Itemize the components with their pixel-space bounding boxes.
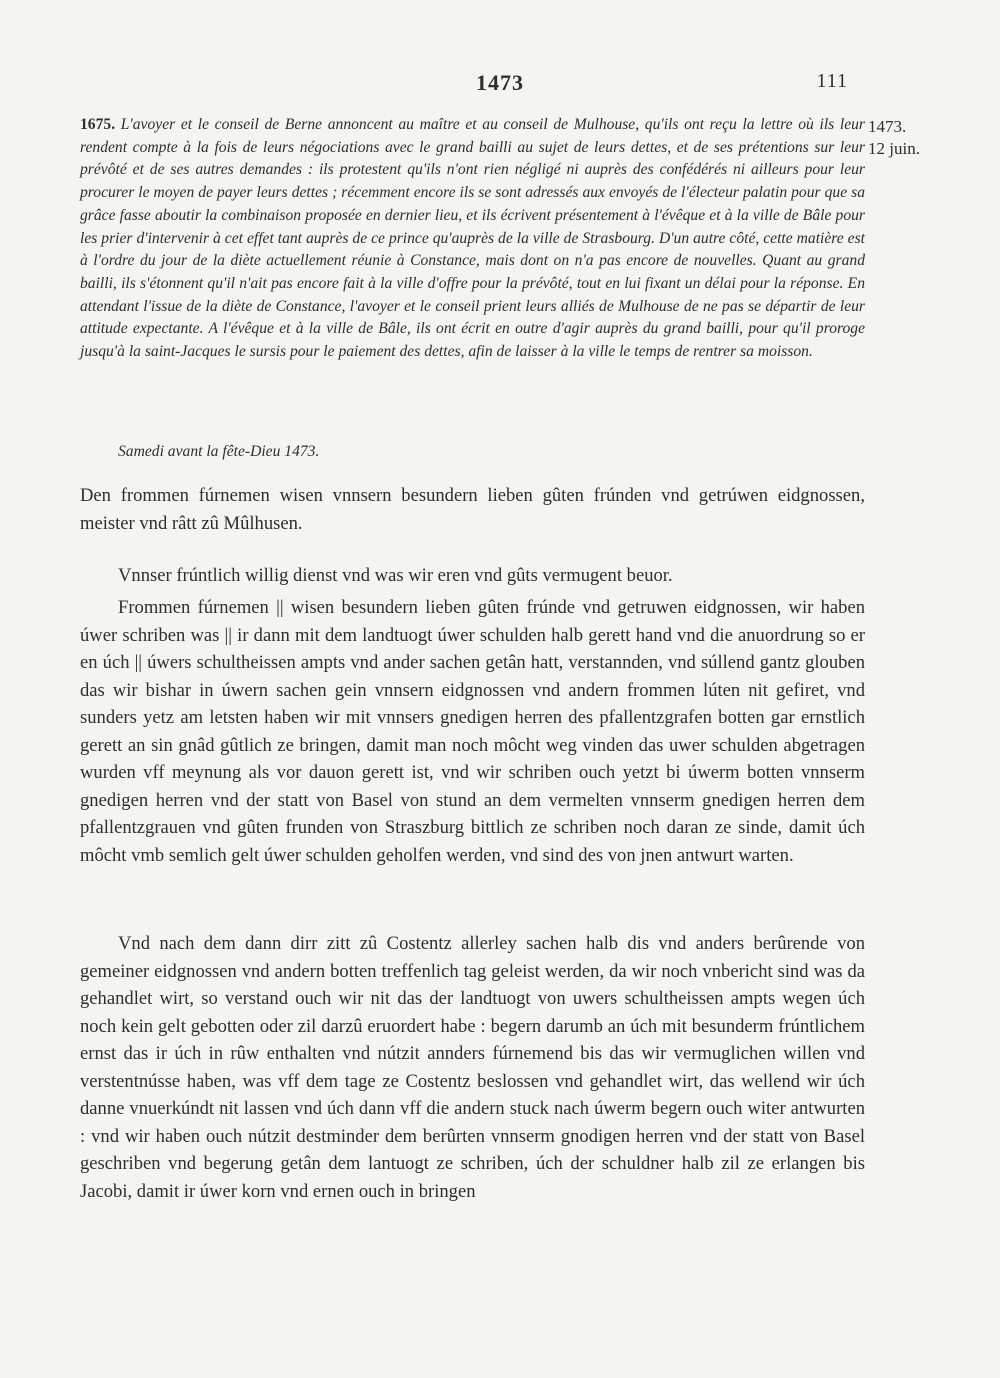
letter-greeting: Vnnser frúntlich willig dienst vnd was wir eren vnd gûts vermugent beuor. [118,565,673,586]
margin-year: 1473. [868,117,907,136]
running-title: 1473 [476,70,524,95]
letter-paragraph-1: Frommen fúrnemen || wisen besundern lieben gûten frúnde vnd getruwen eidgnossen, wir haben úwer schriben was || ir dann mit dem landtuogt úwer schulden halb gerett hand vnd die anuordrung so er en úch || úwers schultheissen ampts vnd ander sachen getân hatt, verstannden, vnd súllend gantz glouben das wir bishar in úwern sachen gein vnnsern eidgnossen vnd andern frommen lúten nit gefiret, vnd sunders yetz am letsten haben wir mit vnnsers gnedigen herren des pfallentzgrafen botten gar ernstlich gerett an sin gnâd gûtlich ze bringen, damit man noch môcht weg vinden das uwer schulden abgetragen wurden vff meynung als vor dauon gerett ist, vnd wir schriben ouch yetzt bi úwerm botten vnnserm gnedigen herren vnd der statt von Basel von stund an dem vermelten vnnserm gnedigen herren dem pfallentzgrauen vnd gûten frunden von Straszburg bittlich ze schriben noch daran ze sinde, damit úch môcht vmb semlich gelt úwer schulden geholfen werden, vnd sind des von jnen antwurt warten. [80,597,865,866]
letter-address: Den frommen fúrnemen wisen vnnsern besundern lieben gûten frúnden vnd getrúwen eidgnossen, meister vnd râtt zû Mûlhusen. [80,485,865,534]
document-summary [80,114,865,364]
summary-date-line: Samedi avant la fête-Dieu 1473. [118,443,320,460]
margin-date-note [868,116,968,160]
summary-text: L'avoyer et le conseil de Berne annoncent au maître et au conseil de Mulhouse, qu'ils ont reçu la lettre où ils leur rendent compte à la fois de leurs négociations avec le grand bailli au sujet de leurs dettes, et de ses prétentions sur leur prévôté et de ses autres demandes : ils protestent qu'ils n'ont rien négligé ni auprès des confédérés ni ailleurs pour leur procurer le moyen de payer leurs dettes ; récemment encore ils se sont adressés aux envoyés de l'électeur palatin pour que sa grâce fasse aboutir la combinaison proposée en dernier lieu, et ils écrivent présentement à l'évêque et à la ville de Bâle pour les prier d'intervenir à cet effet tant auprès de ce prince qu'auprès de la ville de Strasbourg. D'un autre côté, cette matière est à l'ordre du jour de la diète actuellement réunie à Constance, mais dont on n'a pas encore de nouvelles. Quant au grand bailli, ils s'étonnent qu'il n'ait pas encore fait à la ville d'offre pour la prévôté, tout en lui fixant un délai pour la réponse. En attendant l'issue de la diète de Constance, l'avoyer et le conseil prient leurs alliés de Mulhouse de ne pas se départir de leur attitude expectante. A l'évêque et à la ville de Bâle, ils ont écrit en outre d'agir auprès du grand bailli, pour qu'il proroge jusqu'à la saint-Jacques le sursis pour le paiement des dettes, afin de laisser à la ville le temps de rentrer sa moisson. [80,116,865,361]
document-number: 1675. [80,116,116,133]
page-number: 111 [816,70,848,92]
margin-date: 12 juin. [868,139,920,158]
letter-paragraph-2: Vnd nach dem dann dirr zitt zû Costentz allerley sachen halb dis vnd anders berûrende von gemeiner eidgnossen vnd andern botten treffenlich tag geleist werden, da wir noch vnbericht sind was da gehandlet wirt, so verstand ouch wir nit das der landtuogt von uwers schultheissen ampts wegen úch noch kein gelt gebotten oder zil darzû eruordert habe : begern darumb an úch mit besunderm frúntlichem ernst das ir úch in rûw enthalten vnd nútzit annders fúrnemend bis das wir vermuglichen willen vnd verstentnússe haben, was vff dem tage ze Costentz beslossen vnd gehandlet wirt, das wellend wir úch danne vnuerkúndt nit lassen vnd úch dann vff die andern stuck nach úwerm begern ouch witer antwurten : vnd wir haben ouch nútzit destminder dem berûrten vnnserm gnodigen herren vnd der statt von Basel geschriben vnd begerung getân dem lantuogt ze schriben, úch der schuldner halb zil ze erlangen bis Jacobi, damit ir úwer korn vnd ernen ouch in bringen [80,933,865,1202]
